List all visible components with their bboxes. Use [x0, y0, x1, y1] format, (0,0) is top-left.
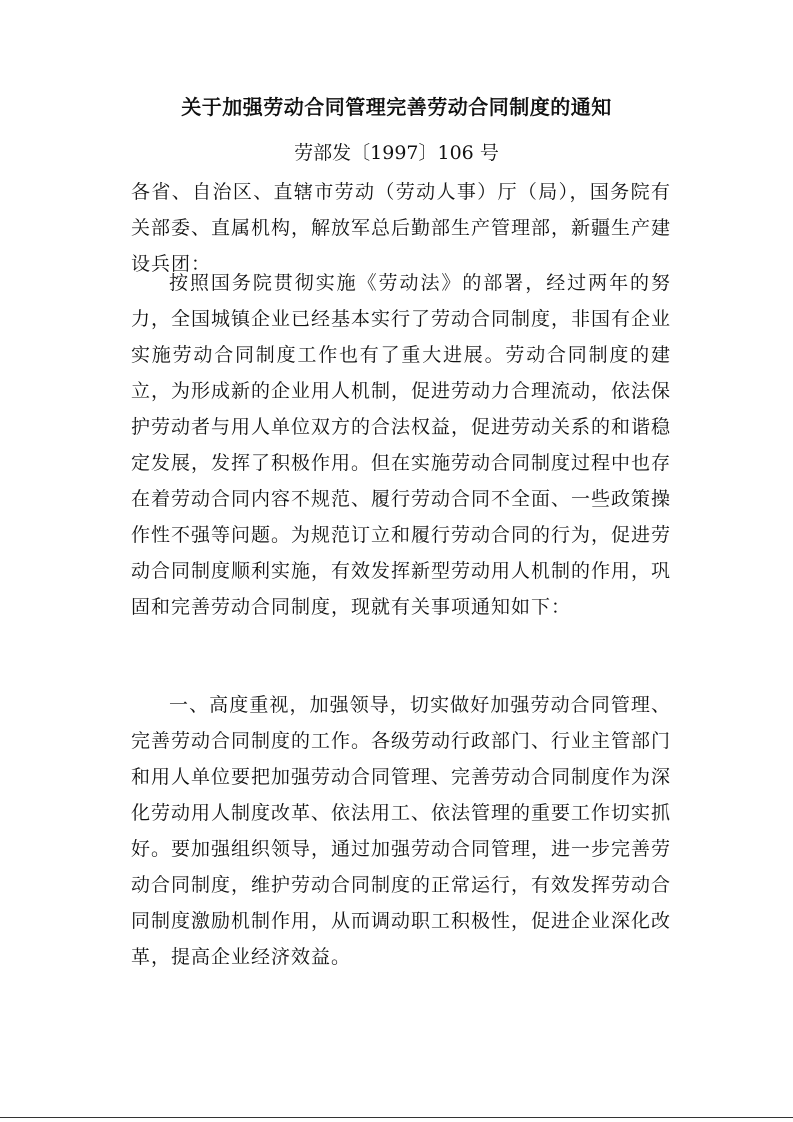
document-number: 劳部发〔1997〕106 号 — [294, 142, 499, 164]
page-bottom-divider — [0, 1117, 793, 1118]
document-title: 关于加强劳动合同管理完善劳动合同制度的通知 — [181, 95, 612, 119]
body-paragraph-section-one: 一、高度重视，加强领导，切实做好加强劳动合同管理、完善劳动合同制度的工作。各级劳动行政部门、行业主管部门和用人单位要把加强劳动合同管理、完善劳动合同制度作为深化劳动用人制度改革、依法用工、依法管理的重要工作切实抓好。要加强组织领导，通过加强劳动合同管理，进一步完善劳动合同制度，维护劳动合同制度的正常运行，有效发挥劳动合同制度激励机制作用，从而调动职工积极性，促进企业深化改革，提高企业经济效益。 — [131, 694, 672, 968]
body-paragraph-intro: 按照国务院贯彻实施《劳动法》的部署，经过两年的努力，全国城镇企业已经基本实行了劳动合同制度，非国有企业实施劳动合同制度工作也有了重大进展。劳动合同制度的建立，为形成新的企业用人机制，促进劳动力合理流动，依法保护劳动者与用人单位双方的合法权益，促进劳动关系的和谐稳定发展，发挥了积极作用。但在实施劳动合同制度过程中也存在着劳动合同内容不规范、履行劳动合同不全面、一些政策操作性不强等问题。为规范订立和履行劳动合同的行为，促进劳动合同制度顺利实施，有效发挥新型劳动用人机制的作用，巩固和完善劳动合同制度，现就有关事项通知如下： — [131, 272, 672, 618]
addressee-paragraph: 各省、自治区、直辖市劳动（劳动人事）厅（局），国务院有关部委、直属机构，解放军总后勤部生产管理部，新疆生产建设兵团： — [131, 181, 672, 275]
